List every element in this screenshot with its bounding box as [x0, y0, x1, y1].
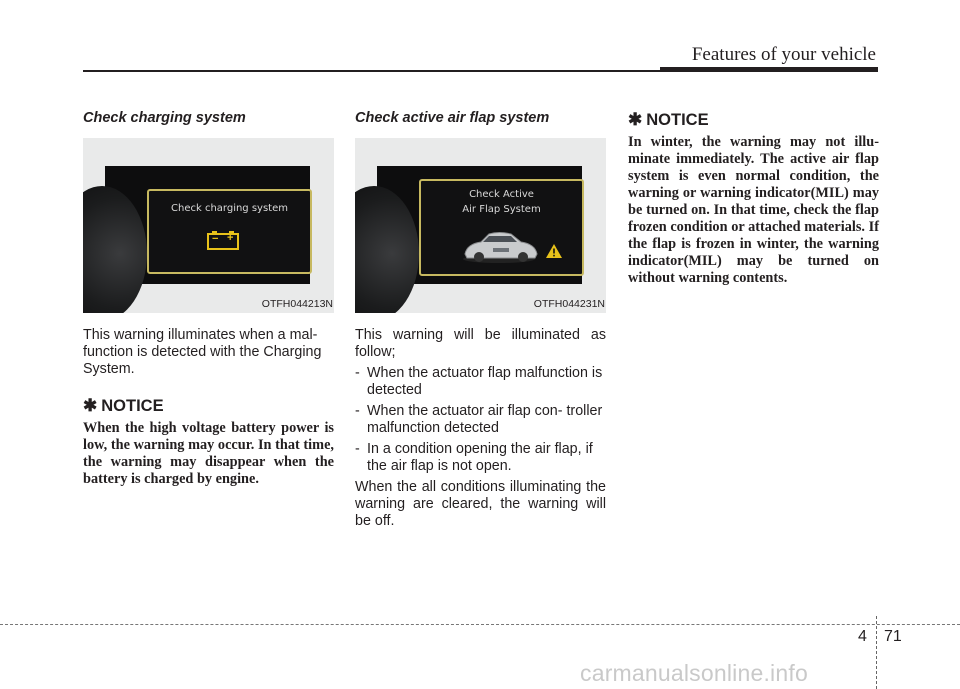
car-icon	[459, 228, 541, 269]
section-heading: Check charging system	[83, 110, 246, 126]
page-number: 71	[884, 628, 902, 645]
crop-line-horizontal	[0, 624, 960, 625]
battery-icon	[207, 230, 239, 248]
intro-text: This warning will be illuminated as follow;	[355, 327, 606, 360]
figure-charging-warning	[83, 138, 334, 313]
notice-star-icon: ✱	[83, 396, 98, 415]
list-dash: -	[355, 403, 360, 419]
body-line: System.	[83, 361, 135, 377]
column-air-flap	[355, 110, 606, 530]
list-dash: -	[355, 365, 360, 381]
cluster-screen	[377, 166, 582, 284]
warning-panel	[419, 179, 584, 276]
figure-code: OTFH044231N	[533, 298, 605, 310]
warning-triangle-icon	[545, 243, 563, 264]
notice-heading	[83, 396, 334, 416]
body-paragraph	[83, 327, 334, 378]
battery-minus: −	[212, 233, 219, 245]
warning-panel	[147, 189, 312, 274]
header-rule-accent	[660, 67, 878, 72]
notice-heading	[628, 110, 879, 130]
page-header-title: Features of your vehicle	[691, 44, 876, 65]
column-notice	[628, 110, 879, 287]
gauge-arc	[355, 186, 419, 313]
crop-line-vertical	[876, 616, 877, 689]
cluster-screen	[105, 166, 310, 284]
list-dash: -	[355, 441, 360, 457]
condition-list	[355, 365, 606, 475]
list-item	[355, 441, 606, 475]
watermark: carmanualsonline.info	[580, 660, 808, 686]
notice-star-icon: ✱	[628, 110, 643, 129]
list-item-text: When the actuator air flap con- troller malfunction detected	[367, 403, 603, 436]
notice-box	[83, 396, 334, 488]
list-item-text: When the actuator flap malfunction is detected	[367, 365, 603, 398]
notice-text: In winter, the warning may not illu- minate immediately. The active air flap system is even normal condition, the warning or warning indicator(MIL) may be turned on. In that time, check the flap frozen condition or attached materials. If the flap is frozen in winter, the warning indicator(MIL) may be turned on without warning contents.	[628, 134, 879, 286]
list-item	[355, 403, 606, 437]
list-item	[355, 365, 606, 399]
notice-title: NOTICE	[101, 396, 164, 415]
screen-message: Check charging system	[171, 203, 288, 214]
figure-code: OTFH044213N	[261, 298, 333, 310]
figure-air-flap-warning	[355, 138, 606, 313]
list-item-text: In a condition opening the air flap, if the air flap is not open.	[367, 441, 593, 474]
outro-text: When the all conditions illuminating the warning are cleared, the warning will be off.	[355, 479, 606, 529]
body-section	[355, 327, 606, 530]
body-line: This warning illuminates when a mal-	[83, 327, 318, 343]
screen-message-line1: Check Active	[469, 189, 534, 200]
body-line: function is detected with the Charging	[83, 344, 322, 360]
section-heading: Check active air flap system	[355, 110, 550, 126]
gauge-arc	[83, 186, 147, 313]
chapter-number: 4	[858, 628, 867, 645]
notice-title: NOTICE	[646, 110, 709, 129]
battery-plus: +	[227, 232, 234, 244]
notice-text: When the high voltage battery power is low, the warning may occur. In that time, the warning may disappear when the battery is charged by engine.	[83, 420, 334, 487]
column-charging	[83, 110, 334, 488]
screen-message-line2: Air Flap System	[462, 204, 541, 215]
